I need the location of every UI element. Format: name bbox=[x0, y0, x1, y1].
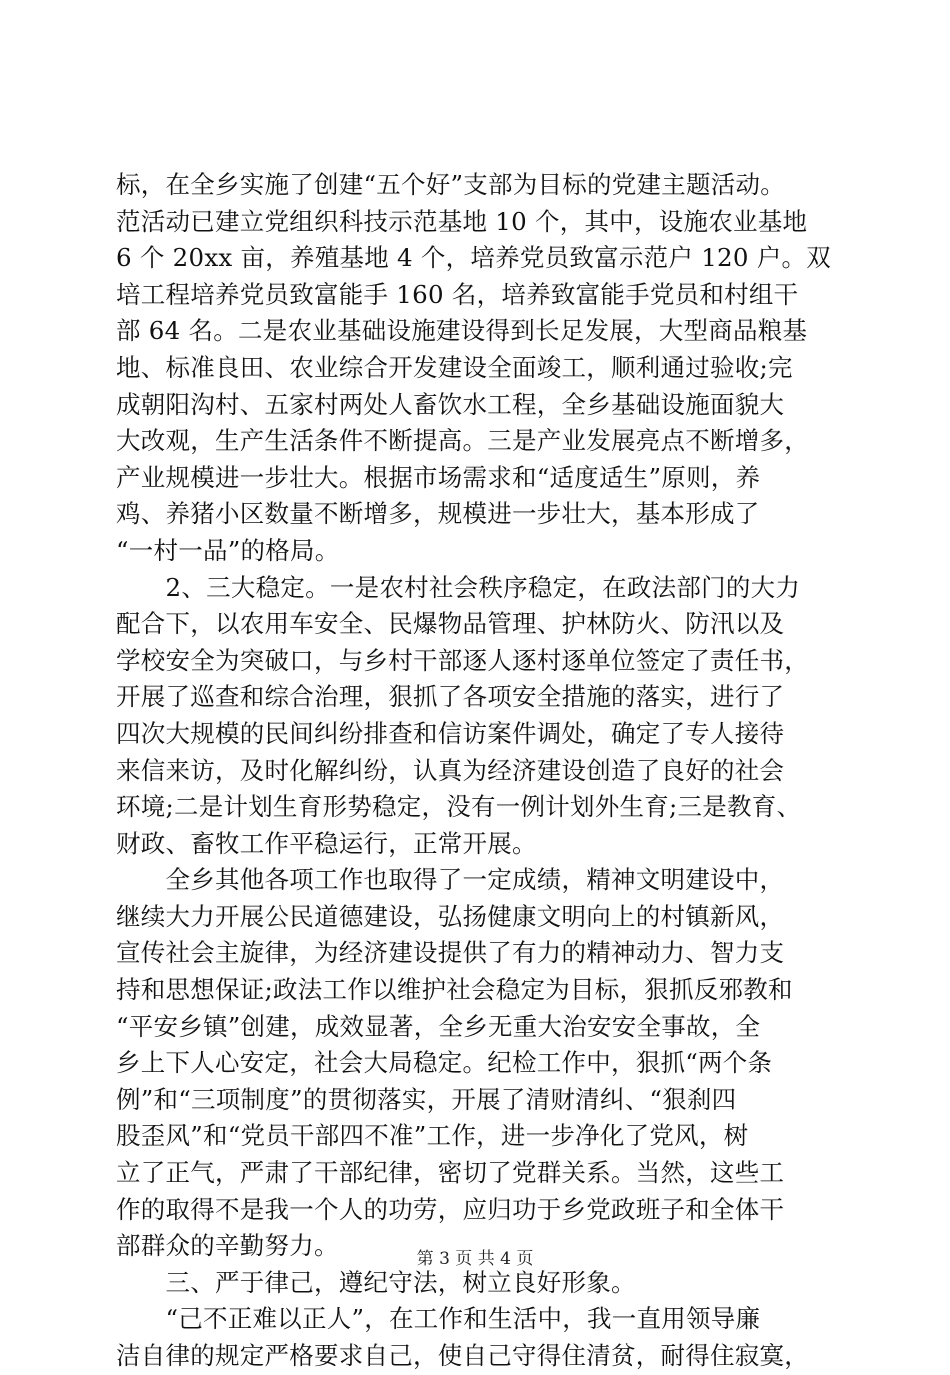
text-line: 宣传社会主旋律，为经济建设提供了有力的精神动力、智力支 bbox=[116, 938, 785, 968]
paragraph-start-line: 全乡其他各项工作也取得了一定成绩，精神文明建设中， bbox=[116, 865, 785, 895]
text-line: 培工程培养党员致富能手 160 名，培养致富能手党员和村组干 bbox=[116, 279, 799, 309]
text-line: 立了正气，严肃了干部纪律，密切了党群关系。当然，这些工 bbox=[116, 1158, 785, 1188]
paragraph-start-line: “己不正难以正人”，在工作和生活中，我一直用领导廉 bbox=[116, 1304, 761, 1334]
text-line: 乡上下人心安定，社会大局稳定。纪检工作中，狠抓“两个条 bbox=[116, 1048, 773, 1078]
text-line: 例”和“三项制度”的贯彻落实，开展了清财清纠、“狠刹四 bbox=[116, 1084, 737, 1114]
text-line: 继续大力开展公民道德建设，弘扬健康文明向上的村镇新风， bbox=[116, 901, 785, 931]
text-line: 产业规模进一步壮大。根据市场需求和“适度适生”原则，养 bbox=[116, 462, 761, 492]
text-line: 6 个 20xx 亩，养殖基地 4 个，培养党员致富示范户 120 户。双 bbox=[116, 243, 832, 273]
text-line: 配合下，以农用车安全、民爆物品管理、护林防火、防汛以及 bbox=[116, 609, 785, 639]
section-heading-line: 三、严于律己，遵纪守法，树立良好形象。 bbox=[116, 1267, 636, 1297]
text-line: 来信来访，及时化解纠纷，认真为经济建设创造了良好的社会 bbox=[116, 755, 785, 785]
text-line: 作的取得不是我一个人的功劳，应归功于乡党政班子和全体干 bbox=[116, 1194, 785, 1224]
page-footer bbox=[0, 1244, 950, 1269]
text-line: 范活动已建立党组织科技示范基地 10 个，其中，设施农业基地 bbox=[116, 206, 808, 236]
text-line: 开展了巡查和综合治理，狠抓了各项安全措施的落实，进行了 bbox=[116, 682, 785, 712]
text-line: 洁自律的规定严格要求自己，使自己守得住清贫，耐得住寂寞， bbox=[116, 1341, 809, 1370]
text-line: 持和思想保证;政法工作以维护社会稳定为目标，狠抓反邪教和 bbox=[116, 975, 793, 1005]
text-line: 财政、畜牧工作平稳运行，正常开展。 bbox=[116, 828, 537, 858]
text-line: 股歪风”和“党员干部四不准”工作，进一步净化了党风，树 bbox=[116, 1121, 749, 1151]
text-line: 鸡、养猪小区数量不断增多，规模进一步壮大，基本形成了 bbox=[116, 499, 760, 529]
text-line: 地、标准良田、农业综合开发建设全面竣工，顺利通过验收;完 bbox=[116, 352, 793, 382]
text-line: 标，在全乡实施了创建“五个好”支部为目标的党建主题活动。 bbox=[116, 170, 786, 199]
text-line: 环境;二是计划生育形势稳定，没有一例计划外生育;三是教育、 bbox=[116, 792, 802, 822]
document-body bbox=[116, 167, 851, 1375]
text-line: 四次大规模的民间纠纷排查和信访案件调处，确定了专人接待 bbox=[116, 718, 785, 748]
text-line: “平安乡镇”创建，成效显著，全乡无重大治安安全事故，全 bbox=[116, 1011, 761, 1041]
page-number-label: 第 3 页 共 4 页 bbox=[416, 1249, 534, 1269]
text-line: 部群众的辛勤努力。 bbox=[116, 1231, 339, 1261]
text-line: “一村一品”的格局。 bbox=[116, 535, 340, 565]
paragraph-start-line: 2、三大稳定。一是农村社会秩序稳定，在政法部门的大力 bbox=[116, 572, 801, 602]
text-line: 成朝阳沟村、五家村两处人畜饮水工程，全乡基础设施面貌大 bbox=[116, 389, 785, 419]
text-line: 学校安全为突破口，与乡村干部逐人逐村逐单位签定了责任书， bbox=[116, 645, 809, 675]
text-line: 部 64 名。二是农业基础设施建设得到长足发展，大型商品粮基 bbox=[116, 316, 808, 346]
text-line: 大改观，生产生活条件不断提高。三是产业发展亮点不断增多， bbox=[116, 426, 809, 456]
